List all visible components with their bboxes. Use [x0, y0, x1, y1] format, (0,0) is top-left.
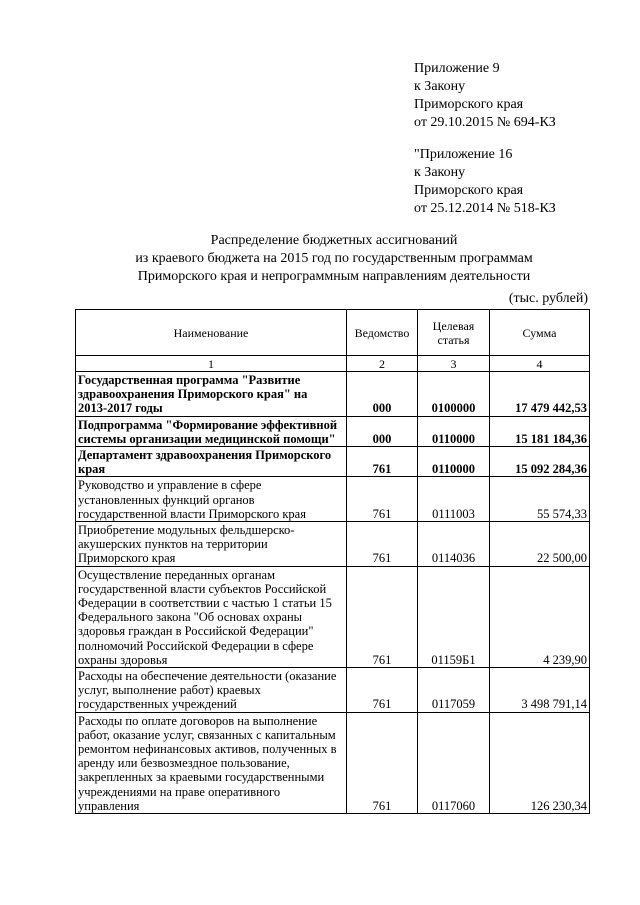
- appendix-line: Приложение 9: [414, 61, 500, 76]
- row-article-cell: 0114036: [418, 522, 490, 567]
- row-sum-cell: 15 181 184,36: [490, 416, 590, 446]
- header-article: [418, 310, 490, 356]
- row-name-line: аренду или безвозмездное пользование,: [78, 756, 290, 771]
- column-number: 4: [490, 356, 590, 372]
- row-article-cell: 0110000: [418, 416, 490, 446]
- table-header-row: [76, 310, 590, 356]
- table-row: [76, 372, 590, 417]
- appendix-line: Приморского края: [414, 183, 524, 198]
- row-dept-cell: 761: [347, 668, 418, 713]
- row-dept-cell: 000: [347, 416, 418, 446]
- table-row: [76, 477, 590, 522]
- appendix-line: от 25.12.2014 № 518-КЗ: [414, 201, 556, 216]
- row-sum-cell: 22 500,00: [490, 522, 590, 567]
- table-row: [76, 668, 590, 713]
- row-dept-cell: 000: [347, 372, 418, 417]
- column-number-row: [76, 356, 590, 372]
- row-sum-cell: 15 092 284,36: [490, 447, 590, 477]
- row-article-cell: 01159Б1: [418, 566, 490, 667]
- row-name-line: 2013-2017 годы: [78, 401, 163, 416]
- row-sum-cell: 3 498 791,14: [490, 668, 590, 713]
- row-name-cell: [76, 712, 347, 813]
- row-name-line: Федерального закона "Об основах охраны: [78, 610, 303, 625]
- row-article-cell: 0100000: [418, 372, 490, 417]
- row-name-line: Подпрограмма "Формирование эффективной: [78, 417, 338, 432]
- appendix-line: Приморского края: [414, 97, 524, 112]
- row-dept-cell: 761: [347, 477, 418, 522]
- row-name-line: Руководство и управление в сфере: [78, 478, 262, 493]
- appendix-line: к Закону: [414, 79, 466, 94]
- row-sum-cell: 55 574,33: [490, 477, 590, 522]
- row-name-cell: [76, 447, 347, 477]
- row-name-line: Федерации в соответствии с частью 1 статьи 15: [78, 596, 332, 611]
- row-name-line: Расходы на обеспечение деятельности (оказание: [78, 669, 337, 684]
- title-line: Распределение бюджетных ассигнований: [210, 233, 458, 248]
- row-name-cell: [76, 668, 347, 713]
- row-name-line: управления: [78, 798, 140, 813]
- row-article-cell: 0117059: [418, 668, 490, 713]
- row-name-line: закрепленных за краевыми государственными: [78, 770, 325, 785]
- row-name-line: Департамент здравоохранения Приморского: [78, 448, 332, 463]
- column-number: 3: [418, 356, 490, 372]
- row-name-line: услуг, выполнение работ) краевых: [78, 683, 261, 698]
- row-name-cell: [76, 522, 347, 567]
- row-name-line: работ, оказание услуг, связанных с капитальным: [78, 727, 336, 742]
- table-row: [76, 522, 590, 567]
- header-article-line: Целевая: [432, 318, 475, 333]
- title-line: Приморского края и непрограммным направлениям деятельности: [137, 269, 531, 284]
- header-sum: Сумма: [490, 310, 590, 356]
- row-name-cell: [76, 477, 347, 522]
- column-number: 2: [347, 356, 418, 372]
- row-name-line: Расходы по оплате договоров на выполнение: [78, 713, 318, 728]
- row-sum-cell: 126 230,34: [490, 712, 590, 813]
- row-name-line: Приобретение модульных фельдшерско-: [78, 523, 295, 538]
- row-name-line: охраны здоровья: [78, 652, 168, 667]
- row-name-line: Государственная программа "Развитие: [78, 373, 301, 387]
- row-article-cell: 0110000: [418, 447, 490, 477]
- row-name-line: здоровья граждан в Российской Федерации": [78, 624, 314, 639]
- table-body: [76, 372, 590, 814]
- row-name-line: учреждениями на праве оперативного: [78, 784, 281, 799]
- row-article-cell: 0111003: [418, 477, 490, 522]
- table-row: [76, 712, 590, 813]
- row-name-line: государственных учреждений: [78, 697, 237, 712]
- row-dept-cell: 761: [347, 566, 418, 667]
- row-sum-cell: 17 479 442,53: [490, 372, 590, 417]
- appendix-16-block: [414, 146, 556, 218]
- row-dept-cell: 761: [347, 447, 418, 477]
- row-dept-cell: 761: [347, 522, 418, 567]
- row-name-line: полномочий Российской Федерации в сфере: [78, 638, 314, 653]
- appendix-line: от 29.10.2015 № 694-КЗ: [414, 115, 556, 130]
- row-name-line: здравоохранения Приморского края" на: [78, 387, 308, 402]
- appendix-line: "Приложение 16: [414, 147, 513, 162]
- table-row: [76, 416, 590, 446]
- document-title: [80, 232, 588, 286]
- row-name-line: системы организации медицинской помощи": [78, 431, 336, 446]
- row-article-cell: 0117060: [418, 712, 490, 813]
- appendix-9-block: [414, 60, 556, 132]
- row-dept-cell: 761: [347, 712, 418, 813]
- row-name-line: Осуществление переданных органам: [78, 567, 275, 582]
- table-row: [76, 447, 590, 477]
- column-number: 1: [76, 356, 347, 372]
- row-name-line: края: [78, 462, 106, 477]
- header-article-line: статья: [437, 333, 470, 347]
- row-name-cell: [76, 372, 347, 417]
- row-name-cell: [76, 566, 347, 667]
- appendix-line: к Закону: [414, 165, 466, 180]
- budget-table: [75, 309, 590, 814]
- row-name-line: государственной власти Приморского края: [78, 506, 306, 521]
- row-name-cell: [76, 416, 347, 446]
- row-name-line: государственной власти субъектов Российской: [78, 581, 327, 596]
- header-name: Наименование: [76, 310, 347, 356]
- row-name-line: Приморского края: [78, 551, 176, 566]
- row-name-line: ремонтом нефинансовых активов, полученных в: [78, 742, 337, 757]
- title-line: из краевого бюджета на 2015 год по государственным программам: [135, 251, 533, 266]
- header-dept: Ведомство: [347, 310, 418, 356]
- units-label: (тыс. рублей): [508, 291, 588, 306]
- table-row: [76, 566, 590, 667]
- row-sum-cell: 4 239,90: [490, 566, 590, 667]
- row-name-line: установленных функций органов: [78, 492, 255, 507]
- row-name-line: акушерских пунктов на территории: [78, 537, 268, 552]
